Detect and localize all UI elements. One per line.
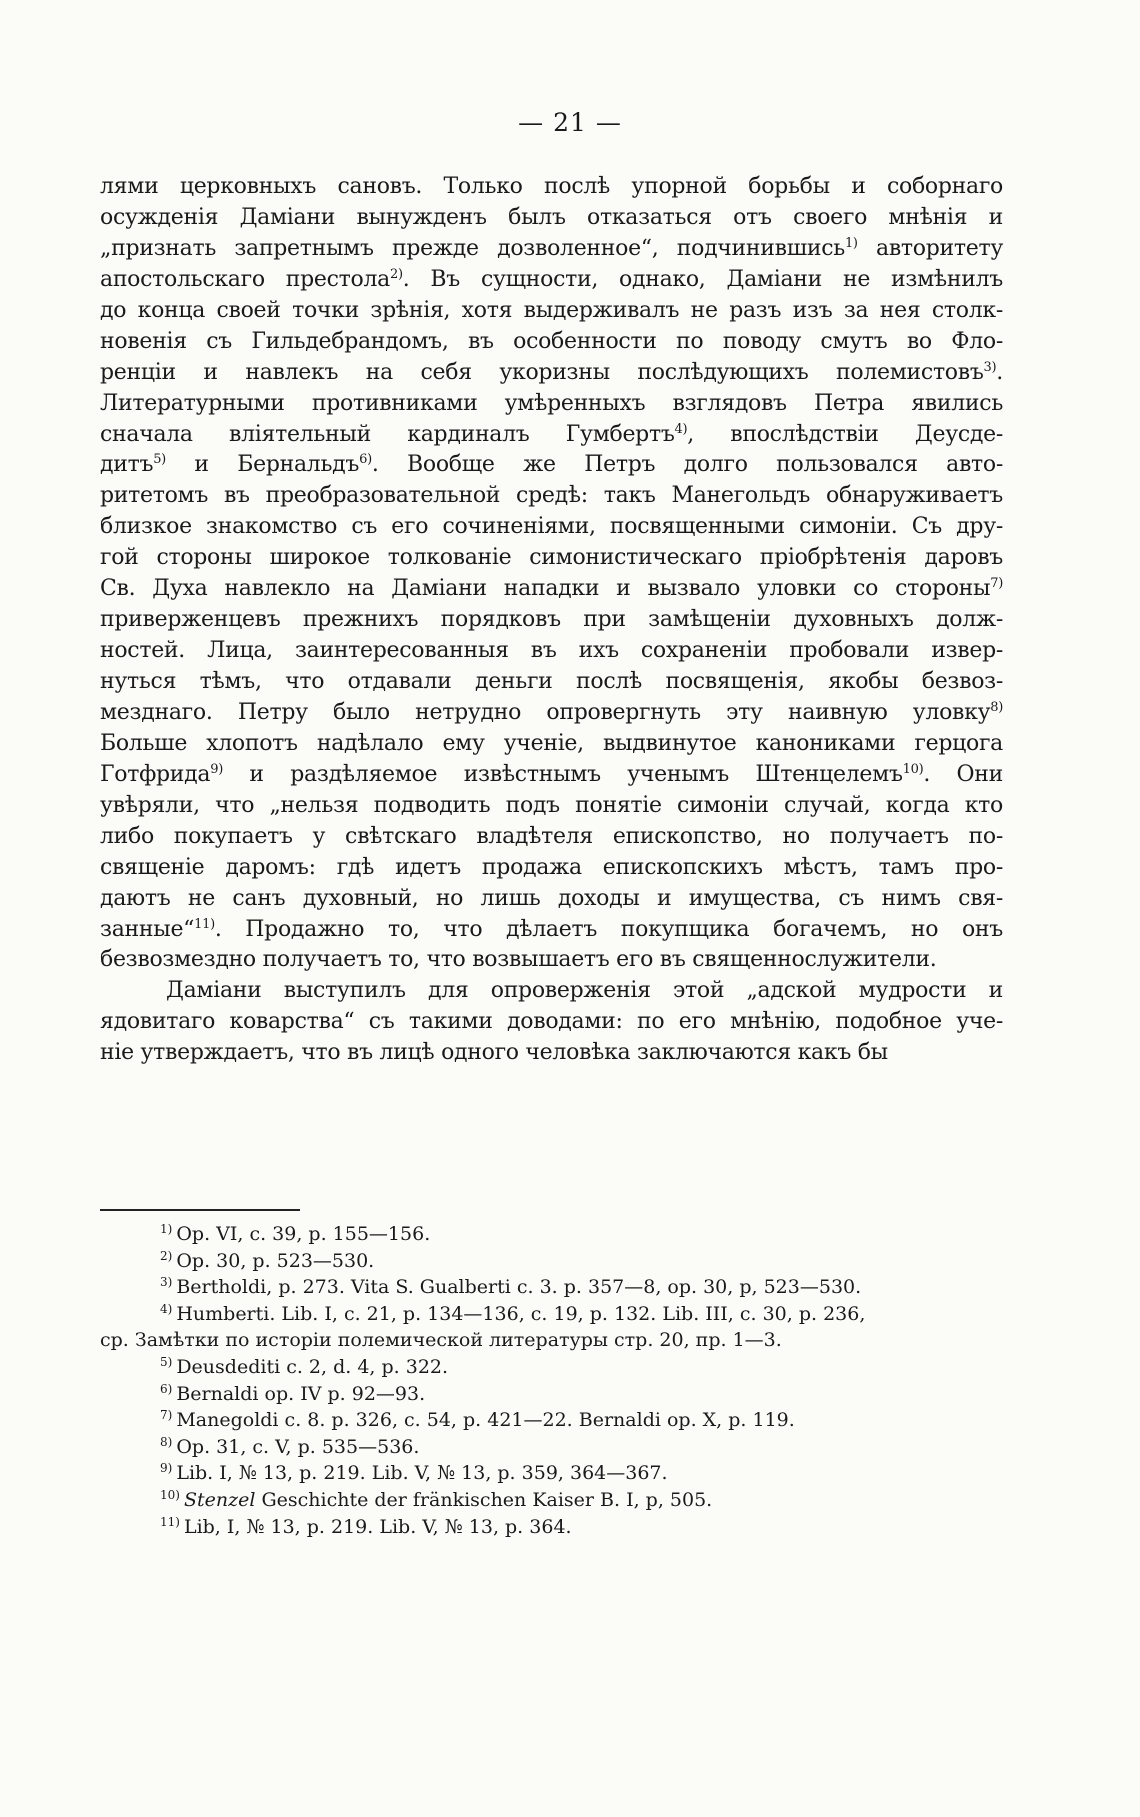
body-line bbox=[100, 698, 1003, 729]
body-text-segment: ностей. Лица, заинтересованныя въ ихъ сохраненіи пробовали извер- bbox=[100, 638, 1003, 664]
footnote-ref: 10) bbox=[902, 761, 924, 777]
body-text-segment: апостольскаго престола bbox=[100, 266, 390, 292]
body-text-segment: ренціи и навлекъ на себя укоризны послѣдующихъ полемистовъ bbox=[100, 359, 984, 385]
body-line bbox=[100, 543, 1003, 574]
footnote bbox=[100, 1487, 1003, 1514]
body-text-segment: . Вообще же Петръ долго пользовался авто- bbox=[371, 452, 1003, 478]
footnote-ref: 11) bbox=[194, 916, 215, 932]
body-text-segment: сначала вліятельный кардиналъ Гумбертъ bbox=[100, 421, 675, 447]
body-line bbox=[100, 296, 1003, 327]
body-text-segment: . Въ сущности, однако, Даміани не измѣнилъ bbox=[402, 266, 1003, 292]
body-text-segment: Даміани выступилъ для опроверженія этой „адской мудрости и bbox=[166, 978, 1003, 1004]
body-text-segment: . bbox=[996, 359, 1003, 385]
body-line bbox=[100, 791, 1003, 822]
footnote bbox=[100, 1514, 1003, 1541]
footnote-mark: 7) bbox=[160, 1408, 173, 1423]
footnote bbox=[100, 1434, 1003, 1461]
body-text-segment: авторитету bbox=[857, 235, 1003, 261]
footnote-text: Bertholdi, p. 273. Vita S. Gualberti c. 3. p. 357—8, op. 30, p, 523—530. bbox=[176, 1276, 862, 1299]
footnote bbox=[100, 1301, 1003, 1328]
body-text-segment: увѣряли, что „нельзя подводить подъ понятіе симоніи случай, когда кто bbox=[100, 792, 1003, 818]
footnote-mark: 4) bbox=[160, 1301, 173, 1316]
body-text-segment: и раздѣляемое извѣстнымъ ученымъ Штенцелемъ bbox=[222, 761, 903, 787]
footnote bbox=[100, 1274, 1003, 1301]
body-line bbox=[100, 822, 1003, 853]
footnote bbox=[100, 1460, 1003, 1487]
footnote-text: Op. 30, p. 523—530. bbox=[176, 1249, 375, 1272]
footnote-ref: 2) bbox=[389, 266, 403, 282]
footnote-text: Stenzel Geschichte der fränkischen Kaiser B. I, p, 505. bbox=[183, 1488, 713, 1511]
body-line bbox=[100, 636, 1003, 667]
footnote-mark: 3) bbox=[160, 1275, 173, 1290]
footnote-ref: 6) bbox=[359, 452, 372, 468]
body-text-segment: приверженцевъ прежнихъ порядковъ при замѣщеніи духовныхъ долж- bbox=[100, 607, 1003, 633]
body-text-segment: . Они bbox=[923, 761, 1003, 787]
footnote-text: Op. 31, c. V, p. 535—536. bbox=[176, 1435, 420, 1458]
body-line bbox=[100, 605, 1003, 636]
author-name: Stenzel bbox=[183, 1488, 256, 1511]
footnote-text: Bernaldi op. IV p. 92—93. bbox=[176, 1382, 426, 1405]
page-number: — 21 — bbox=[518, 108, 622, 137]
body-line bbox=[100, 420, 1003, 451]
body-line bbox=[100, 327, 1003, 358]
body-line bbox=[100, 203, 1003, 234]
body-line bbox=[100, 853, 1003, 884]
footnote-text: ср. Замѣтки по исторіи полемической литературы стр. 20, пр. 1—3. bbox=[100, 1329, 782, 1352]
body-text-segment: близкое знакомство съ его сочиненіями, посвященными симоніи. Съ дру- bbox=[100, 514, 1003, 540]
body-text-segment: ядовитаго коварства“ съ такими доводами: по его мнѣнію, подобное уче- bbox=[100, 1009, 1003, 1035]
body-line bbox=[100, 945, 1003, 976]
body-text-segment: Больше хлопотъ надѣлало ему ученіе, выдвинутое канониками герцога bbox=[100, 730, 1003, 756]
footnote-mark: 1) bbox=[160, 1222, 173, 1236]
footnote-text: Lib. I, № 13, p. 219. Lib. V, № 13, p. 359, 364—367. bbox=[176, 1462, 668, 1485]
footnote-ref: 1) bbox=[844, 235, 858, 251]
body-line bbox=[100, 884, 1003, 915]
footnote-text: Op. VI, c. 39, p. 155—156. bbox=[176, 1223, 431, 1245]
body-text-segment: „признать запретнымъ прежде дозволенное“, подчинившись bbox=[100, 235, 845, 261]
footnote-ref: 8) bbox=[990, 699, 1003, 715]
footnote-ref: 3) bbox=[983, 359, 997, 375]
body-text-segment: занные“ bbox=[100, 916, 195, 942]
body-text-segment: лями церковныхъ сановъ. Только послѣ упорной борьбы и соборнаго bbox=[100, 174, 1003, 199]
body-text-segment: , впослѣдствіи Деусде- bbox=[687, 421, 1003, 447]
body-line bbox=[100, 1038, 1003, 1069]
footnote bbox=[100, 1248, 1003, 1275]
footnote-ref: 7) bbox=[990, 576, 1003, 592]
body-text-segment: нуться тѣмъ, что отдавали деньги послѣ посвященія, якобы безвоз- bbox=[100, 669, 1003, 694]
body-line bbox=[100, 1007, 1003, 1038]
footnote-text: Deusdediti c. 2, d. 4, p. 322. bbox=[176, 1355, 449, 1378]
body-text-segment: дитъ bbox=[100, 452, 154, 478]
body-line bbox=[100, 760, 1003, 791]
body-line bbox=[100, 389, 1003, 420]
footnote-mark: 10) bbox=[160, 1487, 180, 1502]
footnotes bbox=[100, 1221, 1003, 1540]
footnote-text: Humberti. Lib. I, c. 21, p. 134—136, c. 19, p. 132. Lib. III, c. 30, p. 236, bbox=[176, 1302, 866, 1325]
footnote-mark: 8) bbox=[160, 1434, 173, 1449]
body-line bbox=[100, 265, 1003, 296]
body-text-segment: гой стороны широкое толкованіе симонистическаго пріобрѣтенія даровъ bbox=[100, 545, 1003, 571]
body-line bbox=[100, 358, 1003, 389]
body-text-segment: до конца своей точки зрѣнія, хотя выдерживалъ не разъ изъ за нея столк- bbox=[100, 297, 1003, 323]
footnote bbox=[100, 1221, 1003, 1248]
body-line bbox=[100, 976, 1003, 1007]
body-line bbox=[100, 450, 1003, 481]
body-text-segment: священіе даромъ: гдѣ идетъ продажа епископскихъ мѣстъ, тамъ про- bbox=[100, 854, 1003, 880]
footnote bbox=[100, 1407, 1003, 1434]
body-line bbox=[100, 481, 1003, 512]
footnote-mark: 11) bbox=[160, 1514, 180, 1529]
body-text-segment: . Продажно то, что дѣлаетъ покупщика богачемъ, но онъ bbox=[214, 916, 1003, 942]
body-text-segment: и Бернальдъ bbox=[165, 452, 360, 478]
footnote-mark: 6) bbox=[160, 1381, 173, 1396]
footnote-ref: 5) bbox=[153, 452, 166, 468]
body-text-segment: даютъ не санъ духовный, но лишь доходы и имущества, съ нимъ свя- bbox=[100, 885, 1003, 911]
body-text-segment: мезднаго. Петру было нетрудно опровергнуть эту наивную уловку bbox=[100, 699, 991, 725]
body-text-segment: осужденія Даміани вынужденъ былъ отказаться отъ своего мнѣнія и bbox=[100, 204, 1003, 230]
body-text-segment: Литературными противниками умѣренныхъ взглядовъ Петра явились bbox=[100, 390, 1003, 416]
footnote-mark: 2) bbox=[160, 1248, 173, 1263]
body-line bbox=[100, 172, 1003, 203]
body-text-segment: Готфрида bbox=[100, 761, 211, 787]
footnote bbox=[100, 1354, 1003, 1381]
footnote-ref: 4) bbox=[674, 421, 688, 437]
footnote bbox=[100, 1327, 1003, 1354]
footnote-text: Lib, I, № 13, p. 219. Lib. V, № 13, p. 364. bbox=[183, 1515, 572, 1538]
body-text bbox=[100, 172, 1003, 1069]
body-text-segment: ритетомъ въ преобразовательной средѣ: такъ Манегольдъ обнаруживаетъ bbox=[100, 483, 1003, 509]
footnote-mark: 5) bbox=[160, 1354, 173, 1369]
body-line bbox=[100, 729, 1003, 760]
body-line bbox=[100, 915, 1003, 946]
footnote-mark: 9) bbox=[160, 1461, 173, 1476]
footnote-separator bbox=[100, 1209, 300, 1211]
body-line bbox=[100, 512, 1003, 543]
body-line bbox=[100, 574, 1003, 605]
body-text-segment: либо покупаетъ у свѣтскаго владѣтеля епископство, но получаетъ по- bbox=[100, 823, 1003, 849]
body-text-segment: новенія съ Гильдебрандомъ, въ особенности по поводу смутъ во Фло- bbox=[100, 328, 1003, 354]
body-text-segment: ніе утверждаетъ, что въ лицѣ одного человѣка заключаются какъ бы bbox=[100, 1040, 888, 1066]
footnote bbox=[100, 1381, 1003, 1408]
footnote-ref: 9) bbox=[210, 761, 223, 777]
body-line bbox=[100, 234, 1003, 265]
body-text-segment: Св. Духа навлекло на Даміани нападки и вызвало уловки со стороны bbox=[100, 576, 991, 602]
body-text-segment: безвозмездно получаетъ то, что возвышаетъ его въ священнослужители. bbox=[100, 947, 937, 973]
body-line bbox=[100, 667, 1003, 698]
footnote-text: Manegoldi c. 8. p. 326, c. 54, p. 421—22. Bernaldi op. X, p. 119. bbox=[176, 1409, 795, 1432]
